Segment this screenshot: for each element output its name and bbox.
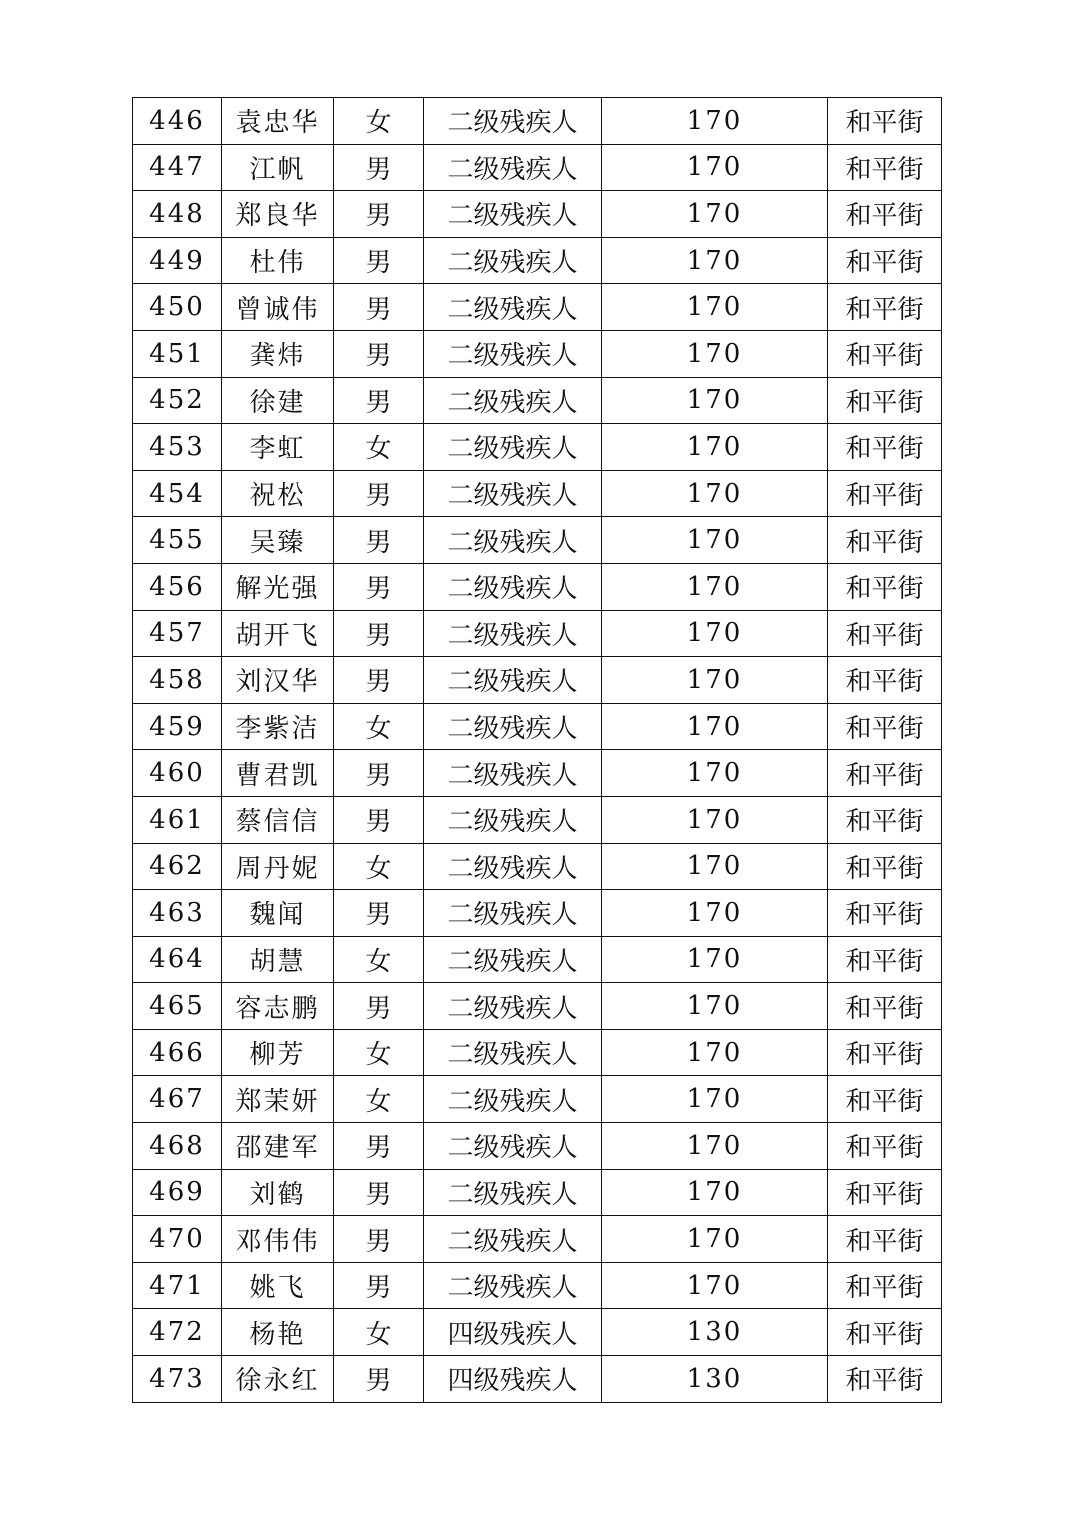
name-cell: 李紫洁 — [222, 703, 334, 750]
amount-cell: 170 — [602, 703, 828, 750]
street-cell: 和平街 — [828, 284, 942, 331]
disability-level-cell: 二级残疾人 — [424, 657, 602, 704]
name-cell: 邵建军 — [222, 1123, 334, 1170]
serial-number-cell: 452 — [133, 377, 222, 424]
gender-cell: 男 — [334, 563, 424, 610]
street-cell: 和平街 — [828, 377, 942, 424]
amount-cell: 170 — [602, 517, 828, 564]
disability-level-cell: 二级残疾人 — [424, 424, 602, 471]
disability-subsidy-table — [132, 97, 942, 1403]
street-cell: 和平街 — [828, 1309, 942, 1356]
serial-number-cell: 465 — [133, 983, 222, 1030]
name-cell: 郑良华 — [222, 191, 334, 238]
table-row — [133, 144, 942, 191]
serial-number-cell: 470 — [133, 1216, 222, 1263]
name-cell: 李虹 — [222, 424, 334, 471]
gender-cell: 男 — [334, 330, 424, 377]
name-cell: 刘汉华 — [222, 657, 334, 704]
name-cell: 龚炜 — [222, 330, 334, 377]
name-cell: 周丹妮 — [222, 843, 334, 890]
amount-cell: 170 — [602, 424, 828, 471]
gender-cell: 男 — [334, 610, 424, 657]
amount-cell: 170 — [602, 377, 828, 424]
street-cell: 和平街 — [828, 330, 942, 377]
gender-cell: 男 — [334, 796, 424, 843]
serial-number-cell: 460 — [133, 750, 222, 797]
disability-level-cell: 二级残疾人 — [424, 377, 602, 424]
street-cell: 和平街 — [828, 1356, 942, 1403]
table-row — [133, 796, 942, 843]
amount-cell: 170 — [602, 284, 828, 331]
amount-cell: 170 — [602, 1029, 828, 1076]
table-row — [133, 657, 942, 704]
street-cell: 和平街 — [828, 703, 942, 750]
amount-cell: 170 — [602, 657, 828, 704]
name-cell: 郑茉妍 — [222, 1076, 334, 1123]
gender-cell: 男 — [334, 377, 424, 424]
serial-number-cell: 458 — [133, 657, 222, 704]
gender-cell: 男 — [334, 1169, 424, 1216]
disability-level-cell: 二级残疾人 — [424, 843, 602, 890]
street-cell: 和平街 — [828, 191, 942, 238]
disability-level-cell: 二级残疾人 — [424, 610, 602, 657]
amount-cell: 170 — [602, 237, 828, 284]
disability-level-cell: 二级残疾人 — [424, 563, 602, 610]
serial-number-cell: 459 — [133, 703, 222, 750]
name-cell: 徐永红 — [222, 1356, 334, 1403]
street-cell: 和平街 — [828, 470, 942, 517]
disability-level-cell: 二级残疾人 — [424, 284, 602, 331]
gender-cell: 女 — [334, 1076, 424, 1123]
table-row — [133, 1169, 942, 1216]
street-cell: 和平街 — [828, 843, 942, 890]
street-cell: 和平街 — [828, 237, 942, 284]
name-cell: 曾诚伟 — [222, 284, 334, 331]
gender-cell: 男 — [334, 284, 424, 331]
disability-level-cell: 四级残疾人 — [424, 1356, 602, 1403]
disability-level-cell: 二级残疾人 — [424, 983, 602, 1030]
gender-cell: 男 — [334, 1216, 424, 1263]
gender-cell: 男 — [334, 517, 424, 564]
table-row — [133, 890, 942, 937]
name-cell: 魏闻 — [222, 890, 334, 937]
street-cell: 和平街 — [828, 936, 942, 983]
disability-level-cell: 二级残疾人 — [424, 890, 602, 937]
serial-number-cell: 453 — [133, 424, 222, 471]
serial-number-cell: 446 — [133, 98, 222, 145]
disability-level-cell: 二级残疾人 — [424, 144, 602, 191]
amount-cell: 170 — [602, 936, 828, 983]
gender-cell: 男 — [334, 1262, 424, 1309]
serial-number-cell: 450 — [133, 284, 222, 331]
street-cell: 和平街 — [828, 657, 942, 704]
table-row — [133, 1076, 942, 1123]
serial-number-cell: 448 — [133, 191, 222, 238]
amount-cell: 170 — [602, 1123, 828, 1170]
serial-number-cell: 447 — [133, 144, 222, 191]
name-cell: 姚飞 — [222, 1262, 334, 1309]
amount-cell: 170 — [602, 1076, 828, 1123]
gender-cell: 男 — [334, 750, 424, 797]
gender-cell: 男 — [334, 470, 424, 517]
amount-cell: 170 — [602, 1216, 828, 1263]
disability-level-cell: 二级残疾人 — [424, 98, 602, 145]
disability-level-cell: 二级残疾人 — [424, 470, 602, 517]
amount-cell: 170 — [602, 1262, 828, 1309]
table-row — [133, 1309, 942, 1356]
amount-cell: 170 — [602, 610, 828, 657]
serial-number-cell: 462 — [133, 843, 222, 890]
serial-number-cell: 463 — [133, 890, 222, 937]
disability-level-cell: 二级残疾人 — [424, 750, 602, 797]
serial-number-cell: 471 — [133, 1262, 222, 1309]
serial-number-cell: 472 — [133, 1309, 222, 1356]
name-cell: 蔡信信 — [222, 796, 334, 843]
name-cell: 徐建 — [222, 377, 334, 424]
disability-level-cell: 二级残疾人 — [424, 1076, 602, 1123]
gender-cell: 女 — [334, 1309, 424, 1356]
table-row — [133, 703, 942, 750]
name-cell: 江帆 — [222, 144, 334, 191]
serial-number-cell: 466 — [133, 1029, 222, 1076]
name-cell: 解光强 — [222, 563, 334, 610]
disability-level-cell: 二级残疾人 — [424, 1216, 602, 1263]
gender-cell: 女 — [334, 424, 424, 471]
street-cell: 和平街 — [828, 1029, 942, 1076]
amount-cell: 170 — [602, 1169, 828, 1216]
disability-level-cell: 二级残疾人 — [424, 1169, 602, 1216]
table-row — [133, 424, 942, 471]
serial-number-cell: 456 — [133, 563, 222, 610]
serial-number-cell: 469 — [133, 1169, 222, 1216]
street-cell: 和平街 — [828, 1123, 942, 1170]
name-cell: 杜伟 — [222, 237, 334, 284]
street-cell: 和平街 — [828, 1216, 942, 1263]
amount-cell: 170 — [602, 470, 828, 517]
disability-level-cell: 二级残疾人 — [424, 796, 602, 843]
street-cell: 和平街 — [828, 890, 942, 937]
disability-level-cell: 二级残疾人 — [424, 517, 602, 564]
serial-number-cell: 449 — [133, 237, 222, 284]
serial-number-cell: 468 — [133, 1123, 222, 1170]
street-cell: 和平街 — [828, 98, 942, 145]
disability-level-cell: 二级残疾人 — [424, 1123, 602, 1170]
name-cell: 祝松 — [222, 470, 334, 517]
street-cell: 和平街 — [828, 1262, 942, 1309]
amount-cell: 170 — [602, 843, 828, 890]
gender-cell: 女 — [334, 936, 424, 983]
name-cell: 杨艳 — [222, 1309, 334, 1356]
table-row — [133, 517, 942, 564]
name-cell: 柳芳 — [222, 1029, 334, 1076]
gender-cell: 男 — [334, 1123, 424, 1170]
gender-cell: 女 — [334, 1029, 424, 1076]
amount-cell: 170 — [602, 330, 828, 377]
gender-cell: 男 — [334, 237, 424, 284]
table-row — [133, 1123, 942, 1170]
street-cell: 和平街 — [828, 750, 942, 797]
street-cell: 和平街 — [828, 610, 942, 657]
table-row — [133, 237, 942, 284]
serial-number-cell: 457 — [133, 610, 222, 657]
street-cell: 和平街 — [828, 563, 942, 610]
disability-level-cell: 二级残疾人 — [424, 703, 602, 750]
table-row — [133, 1262, 942, 1309]
amount-cell: 170 — [602, 563, 828, 610]
table-row — [133, 191, 942, 238]
street-cell: 和平街 — [828, 796, 942, 843]
gender-cell: 男 — [334, 191, 424, 238]
amount-cell: 170 — [602, 144, 828, 191]
name-cell: 吴臻 — [222, 517, 334, 564]
disability-level-cell: 二级残疾人 — [424, 936, 602, 983]
amount-cell: 170 — [602, 983, 828, 1030]
gender-cell: 女 — [334, 98, 424, 145]
table-row — [133, 330, 942, 377]
disability-level-cell: 二级残疾人 — [424, 1262, 602, 1309]
amount-cell: 170 — [602, 750, 828, 797]
name-cell: 曹君凯 — [222, 750, 334, 797]
gender-cell: 男 — [334, 890, 424, 937]
serial-number-cell: 455 — [133, 517, 222, 564]
amount-cell: 170 — [602, 191, 828, 238]
amount-cell: 170 — [602, 98, 828, 145]
disability-level-cell: 二级残疾人 — [424, 237, 602, 284]
serial-number-cell: 464 — [133, 936, 222, 983]
gender-cell: 女 — [334, 703, 424, 750]
street-cell: 和平街 — [828, 1076, 942, 1123]
street-cell: 和平街 — [828, 517, 942, 564]
table-row — [133, 377, 942, 424]
serial-number-cell: 451 — [133, 330, 222, 377]
disability-level-cell: 二级残疾人 — [424, 1029, 602, 1076]
serial-number-cell: 467 — [133, 1076, 222, 1123]
table-row — [133, 563, 942, 610]
table-row — [133, 1029, 942, 1076]
amount-cell: 130 — [602, 1356, 828, 1403]
table-row — [133, 750, 942, 797]
name-cell: 邓伟伟 — [222, 1216, 334, 1263]
table-row — [133, 1216, 942, 1263]
serial-number-cell: 454 — [133, 470, 222, 517]
table-row — [133, 470, 942, 517]
gender-cell: 男 — [334, 983, 424, 1030]
name-cell: 刘鹤 — [222, 1169, 334, 1216]
name-cell: 胡慧 — [222, 936, 334, 983]
amount-cell: 170 — [602, 890, 828, 937]
amount-cell: 170 — [602, 796, 828, 843]
gender-cell: 女 — [334, 843, 424, 890]
table-row — [133, 983, 942, 1030]
table-row — [133, 610, 942, 657]
table-row — [133, 936, 942, 983]
street-cell: 和平街 — [828, 983, 942, 1030]
disability-level-cell: 二级残疾人 — [424, 191, 602, 238]
serial-number-cell: 473 — [133, 1356, 222, 1403]
street-cell: 和平街 — [828, 1169, 942, 1216]
disability-level-cell: 四级残疾人 — [424, 1309, 602, 1356]
name-cell: 容志鹏 — [222, 983, 334, 1030]
name-cell: 袁忠华 — [222, 98, 334, 145]
table-row — [133, 843, 942, 890]
table-body — [133, 98, 942, 1403]
table-row — [133, 284, 942, 331]
gender-cell: 男 — [334, 1356, 424, 1403]
table-row — [133, 1356, 942, 1403]
street-cell: 和平街 — [828, 424, 942, 471]
gender-cell: 男 — [334, 657, 424, 704]
table-row — [133, 98, 942, 145]
disability-level-cell: 二级残疾人 — [424, 330, 602, 377]
serial-number-cell: 461 — [133, 796, 222, 843]
amount-cell: 130 — [602, 1309, 828, 1356]
street-cell: 和平街 — [828, 144, 942, 191]
name-cell: 胡开飞 — [222, 610, 334, 657]
gender-cell: 男 — [334, 144, 424, 191]
